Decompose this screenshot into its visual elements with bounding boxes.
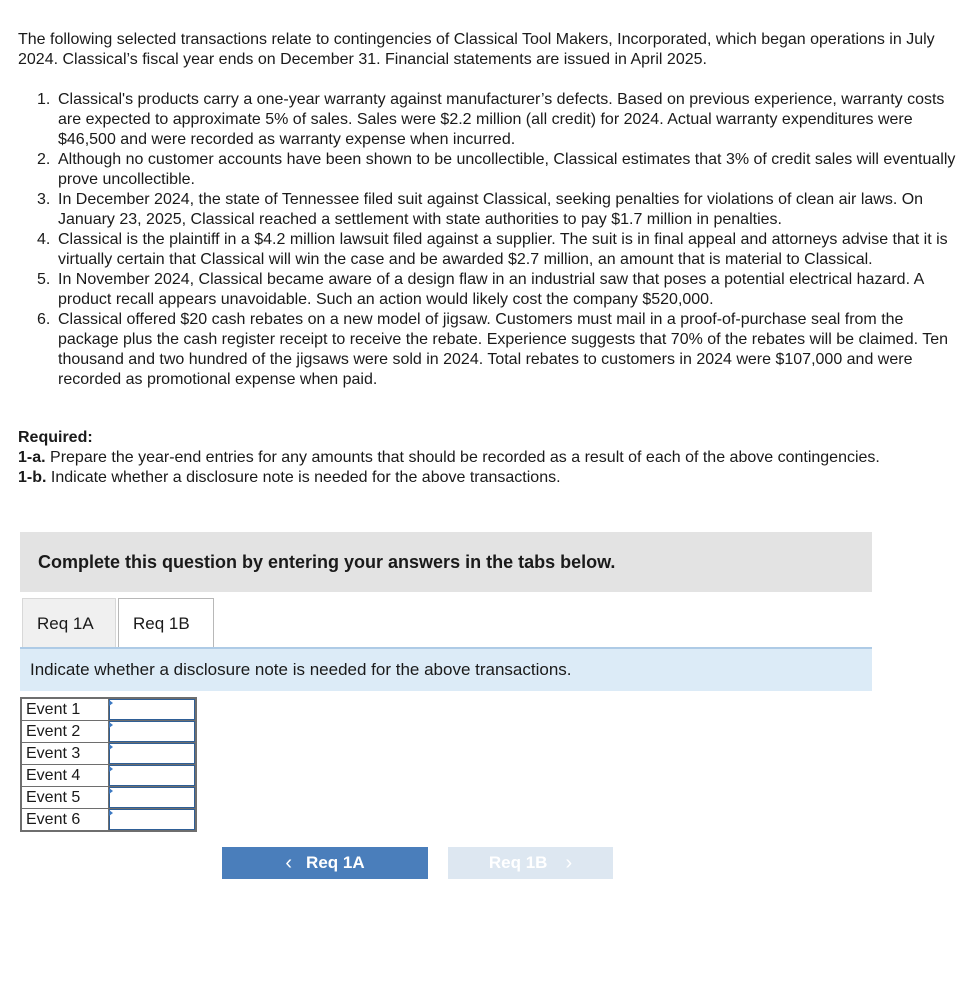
prev-button-label: Req 1A bbox=[306, 853, 365, 872]
required-item-1a bbox=[18, 448, 918, 468]
answer-cell bbox=[109, 809, 197, 832]
event-item bbox=[18, 310, 963, 390]
dropdown-marker-icon bbox=[109, 722, 113, 728]
required-item-1a-text: Prepare the year-end entries for any amounts that should be recorded as a result of each of the above contingencies. bbox=[45, 449, 880, 466]
event-label: Event 2 bbox=[21, 721, 109, 743]
table-row bbox=[21, 765, 196, 787]
event-text: Classical is the plaintiff in a $4.2 million lawsuit filed against a supplier. The suit is in final appeal and attorneys advise that it is virtually certain that Classical will win the case and be awarded $2.7 million, an amount that is material to Classical. bbox=[58, 231, 948, 268]
dropdown-marker-icon bbox=[109, 744, 113, 750]
table-row bbox=[21, 809, 196, 832]
event-number: 3. bbox=[37, 191, 51, 208]
panel-instruction: Indicate whether a disclosure note is needed for the above transactions. bbox=[20, 647, 872, 691]
event-4-answer-input[interactable] bbox=[109, 765, 195, 786]
event-item bbox=[18, 150, 963, 190]
event-1-answer-input[interactable] bbox=[109, 699, 195, 720]
event-number: 6. bbox=[37, 311, 51, 328]
event-5-answer-input[interactable] bbox=[109, 787, 195, 808]
chevron-right-icon: › bbox=[565, 852, 573, 874]
tab-bar bbox=[22, 598, 214, 648]
answer-cell bbox=[109, 698, 197, 721]
required-item-1b bbox=[18, 468, 918, 488]
required-heading: Required: bbox=[18, 429, 93, 446]
event-text: Classical's products carry a one-year warranty against manufacturer’s defects. Based on previous experience, warranty costs are expected to approximate 5% of sales. Sales were $2.2 million (all credit) for 2024. Actual warranty expenditures were $46,500 and were recorded as warranty expense when incurred. bbox=[58, 91, 945, 148]
dropdown-marker-icon bbox=[109, 810, 113, 816]
event-number: 2. bbox=[37, 151, 51, 168]
event-item bbox=[18, 90, 963, 150]
event-number: 1. bbox=[37, 91, 51, 108]
answer-cell bbox=[109, 765, 197, 787]
prev-req-1a-button[interactable] bbox=[222, 847, 428, 879]
answer-cell bbox=[109, 743, 197, 765]
event-text: In December 2024, the state of Tennessee filed suit against Classical, seeking penalties for violations of clean air laws. On January 23, 2025, Classical reached a settlement with state authorities to pay $1.7 million in penalties. bbox=[58, 191, 924, 228]
required-item-1b-text: Indicate whether a disclosure note is needed for the above transactions. bbox=[46, 469, 561, 486]
dropdown-marker-icon bbox=[109, 700, 113, 706]
event-text: In November 2024, Classical became aware of a design flaw in an industrial saw that poses a potential electrical hazard. A product recall appears unavoidable. Such an action would likely cost the company $520,000. bbox=[58, 271, 924, 308]
event-item bbox=[18, 270, 963, 310]
event-3-answer-input[interactable] bbox=[109, 743, 195, 764]
tab-req-1b[interactable]: Req 1B bbox=[118, 598, 214, 648]
required-item-1b-label: 1-b. bbox=[18, 469, 47, 486]
required-item-1a-label: 1-a. bbox=[18, 449, 46, 466]
intro-text: The following selected transactions relate to contingencies of Classical Tool Makers, Incorporated, which began operations in July 2024. Classical’s fiscal year ends on December 31. Financial statements are issued in April 2025. bbox=[18, 31, 935, 68]
answer-cell bbox=[109, 787, 197, 809]
event-text: Classical offered $20 cash rebates on a new model of jigsaw. Customers must mail in a proof-of-purchase seal from the package plus the cash register receipt to receive the rebate. Experience suggests that 70% of the rebates will be claimed. Ten thousand and two hundred of the jigsaws were sold in 2024. Total rebates to customers in 2024 were $107,000 and were recorded as promotional expense when paid. bbox=[58, 311, 948, 388]
dropdown-marker-icon bbox=[109, 766, 113, 772]
next-req-1b-button[interactable] bbox=[448, 847, 613, 879]
event-label: Event 4 bbox=[21, 765, 109, 787]
table-row bbox=[21, 698, 196, 721]
event-label: Event 3 bbox=[21, 743, 109, 765]
event-label: Event 5 bbox=[21, 787, 109, 809]
event-6-answer-input[interactable] bbox=[109, 809, 195, 830]
event-number: 5. bbox=[37, 271, 51, 288]
event-item bbox=[18, 190, 963, 230]
table-row bbox=[21, 721, 196, 743]
next-button-label: Req 1B bbox=[488, 853, 548, 872]
table-row bbox=[21, 743, 196, 765]
instructions-banner: Complete this question by entering your answers in the tabs below. bbox=[20, 532, 872, 592]
tab-req-1a[interactable]: Req 1A bbox=[22, 598, 116, 648]
required-section bbox=[18, 428, 918, 488]
answer-table bbox=[20, 697, 197, 832]
dropdown-marker-icon bbox=[109, 788, 113, 794]
event-number: 4. bbox=[37, 231, 51, 248]
event-label: Event 6 bbox=[21, 809, 109, 832]
chevron-left-icon: ‹ bbox=[285, 852, 293, 874]
table-row bbox=[21, 787, 196, 809]
event-label: Event 1 bbox=[21, 698, 109, 721]
answer-cell bbox=[109, 721, 197, 743]
event-item bbox=[18, 230, 963, 270]
event-text: Although no customer accounts have been shown to be uncollectible, Classical estimates that 3% of credit sales will eventually prove uncollectible. bbox=[58, 151, 956, 188]
event-list bbox=[18, 90, 963, 390]
event-2-answer-input[interactable] bbox=[109, 721, 195, 742]
